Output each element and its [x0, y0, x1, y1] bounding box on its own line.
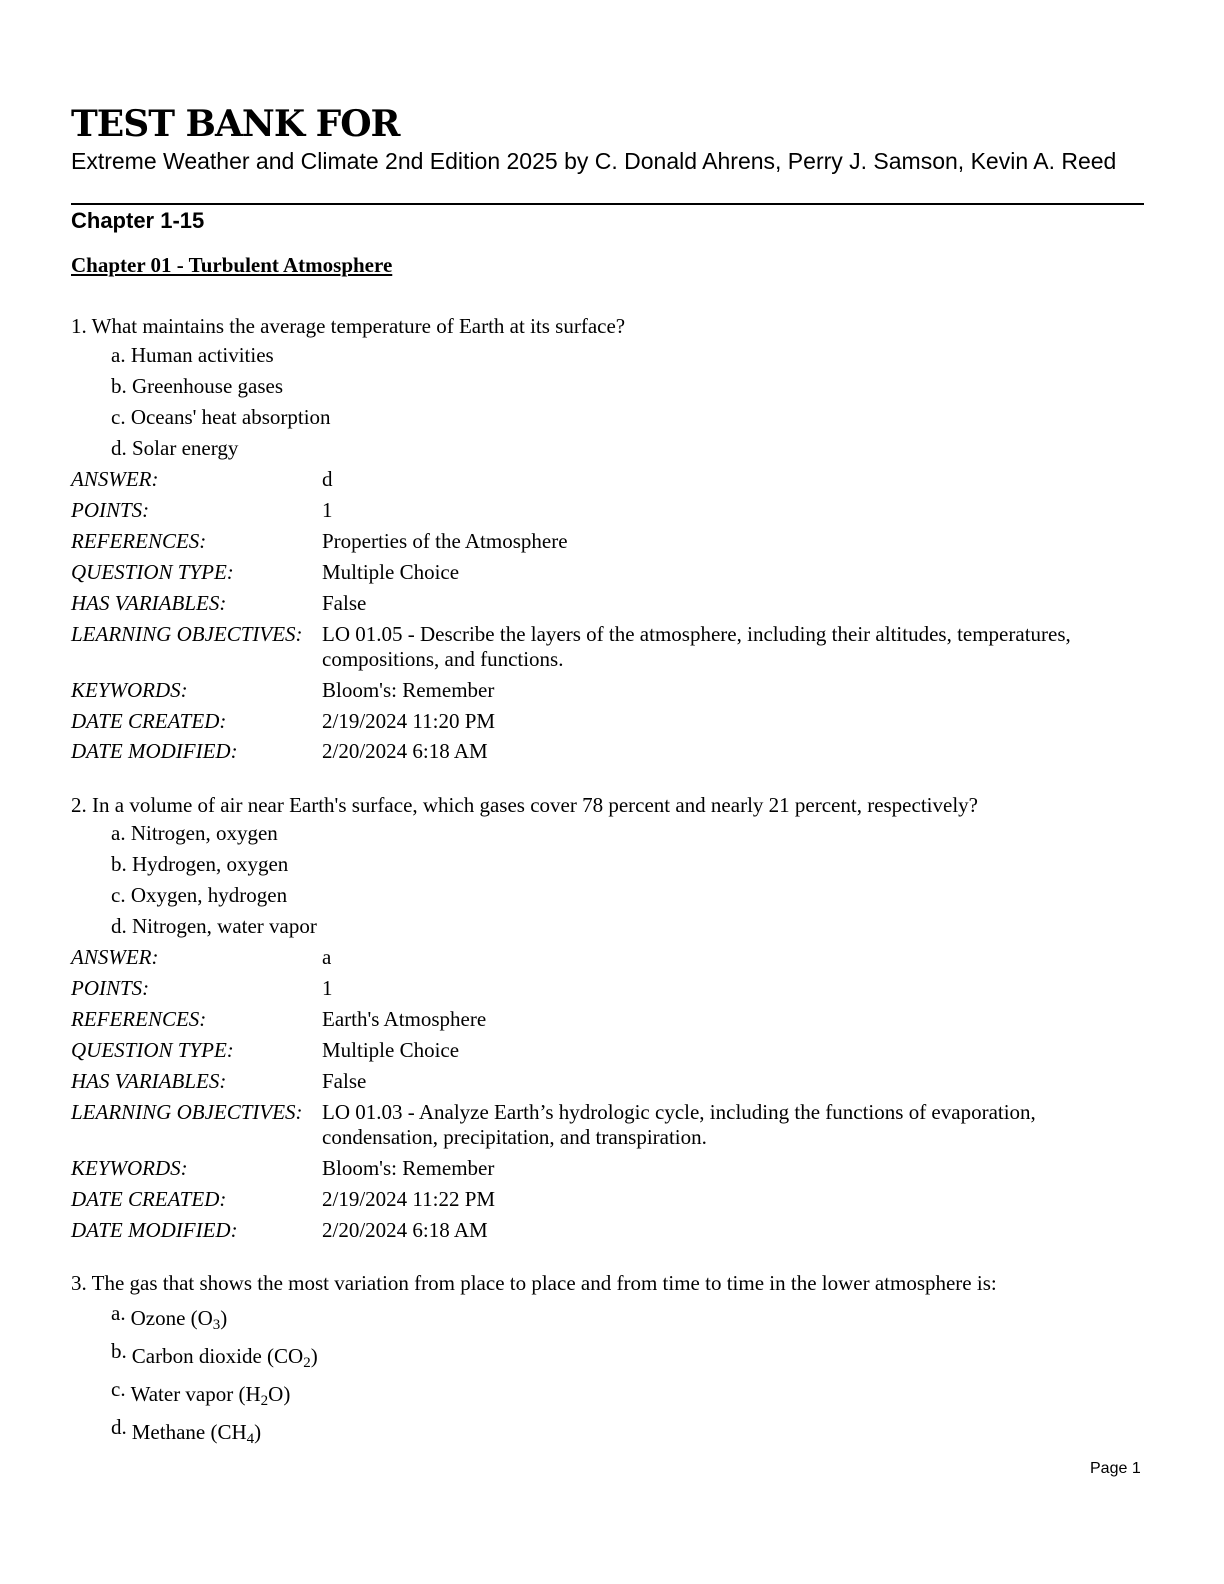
date-modified-label: DATE MODIFIED: — [71, 739, 238, 763]
answer-option-d: d. Solar energy — [111, 436, 239, 460]
references-value: Earth's Atmosphere — [322, 1007, 487, 1031]
question-stem: 1. What maintains the average temperature of Earth at its surface? — [71, 314, 626, 338]
learning-objectives-label: LEARNING OBJECTIVES: — [71, 622, 303, 646]
question-type-label: QUESTION TYPE: — [71, 1038, 234, 1062]
keywords-value: Bloom's: Remember — [322, 678, 495, 702]
option-subscript: 2 — [260, 1393, 269, 1409]
answer-label: ANSWER: — [71, 467, 159, 491]
page-number: Page 1 — [1090, 1460, 1141, 1477]
points-value: 1 — [322, 498, 333, 522]
option-tail: ) — [254, 1420, 262, 1444]
option-letter: d. — [111, 1415, 127, 1439]
answer-value: a — [322, 945, 332, 969]
has-variables-value: False — [322, 591, 367, 615]
answer-value: d — [322, 467, 333, 491]
test-bank-title: TEST BANK FOR — [71, 103, 400, 145]
question-stem: 2. In a volume of air near Earth's surface, which gases cover 78 percent and nearly 21 percent, respectively? — [71, 793, 978, 817]
question-type-value: Multiple Choice — [322, 560, 460, 584]
option-letter: b. — [111, 1339, 127, 1363]
learning-objectives-value: LO 01.03 - Analyze Earth’s hydrologic cycle, including the functions of evaporation, condensation, precipitation, and transpiration. — [322, 1100, 1036, 1149]
points-label: POINTS: — [71, 976, 150, 1000]
option-subscript: 4 — [246, 1431, 255, 1447]
date-created-value: 2/19/2024 11:22 PM — [322, 1187, 496, 1211]
option-tail: O) — [268, 1382, 291, 1406]
answer-option-a: a. Human activities — [111, 343, 274, 367]
option-text: Ozone (O — [130, 1306, 213, 1330]
answer-option-c: c. Oceans' heat absorption — [111, 405, 331, 429]
option-letter: c. — [111, 1377, 126, 1401]
references-value: Properties of the Atmosphere — [322, 529, 568, 553]
option-text: Methane (CH — [131, 1420, 247, 1444]
date-created-label: DATE CREATED: — [71, 1187, 227, 1211]
points-label: POINTS: — [71, 498, 150, 522]
has-variables-label: HAS VARIABLES: — [71, 591, 227, 615]
book-subtitle: Extreme Weather and Climate 2nd Edition 2025 by C. Donald Ahrens, Perry J. Samson, Kevin A. Reed — [71, 148, 1117, 174]
date-modified-label: DATE MODIFIED: — [71, 1218, 238, 1242]
answer-option-b: b. Greenhouse gases — [111, 374, 284, 398]
keywords-label: KEYWORDS: — [71, 678, 188, 702]
option-subscript: 3 — [212, 1317, 221, 1333]
answer-option-b — [111, 1339, 318, 1371]
points-value: 1 — [322, 976, 333, 1000]
has-variables-value: False — [322, 1069, 367, 1093]
date-modified-value: 2/20/2024 6:18 AM — [322, 739, 488, 763]
date-created-value: 2/19/2024 11:20 PM — [322, 709, 496, 733]
option-letter: a. — [111, 1301, 126, 1325]
answer-option-d — [111, 1415, 262, 1447]
header-divider — [71, 203, 1144, 205]
date-created-label: DATE CREATED: — [71, 709, 227, 733]
answer-label: ANSWER: — [71, 945, 159, 969]
keywords-value: Bloom's: Remember — [322, 1156, 495, 1180]
answer-option-c: c. Oxygen, hydrogen — [111, 883, 288, 907]
answer-option-d: d. Nitrogen, water vapor — [111, 914, 317, 938]
keywords-label: KEYWORDS: — [71, 1156, 188, 1180]
chapter-range: Chapter 1-15 — [71, 208, 205, 233]
answer-option-a — [111, 1301, 228, 1333]
answer-option-a: a. Nitrogen, oxygen — [111, 821, 278, 845]
answer-option-b: b. Hydrogen, oxygen — [111, 852, 289, 876]
has-variables-label: HAS VARIABLES: — [71, 1069, 227, 1093]
learning-objectives-value: LO 01.05 - Describe the layers of the atmosphere, including their altitudes, temperatures, compositions, and functions. — [322, 622, 1071, 671]
option-text: Carbon dioxide (CO — [131, 1344, 304, 1368]
date-modified-value: 2/20/2024 6:18 AM — [322, 1218, 488, 1242]
question-stem: 3. The gas that shows the most variation from place to place and from time to time in the lower atmosphere is: — [71, 1271, 997, 1295]
answer-option-c — [111, 1377, 291, 1409]
references-label: REFERENCES: — [71, 529, 207, 553]
option-subscript: 2 — [303, 1355, 311, 1371]
question-type-label: QUESTION TYPE: — [71, 560, 234, 584]
option-tail: ) — [220, 1306, 228, 1330]
option-tail: ) — [310, 1344, 318, 1368]
learning-objectives-label: LEARNING OBJECTIVES: — [71, 1100, 303, 1124]
chapter-heading: Chapter 01 - Turbulent Atmosphere — [71, 253, 393, 277]
references-label: REFERENCES: — [71, 1007, 207, 1031]
option-text: Water vapor (H — [130, 1382, 261, 1406]
question-type-value: Multiple Choice — [322, 1038, 460, 1062]
